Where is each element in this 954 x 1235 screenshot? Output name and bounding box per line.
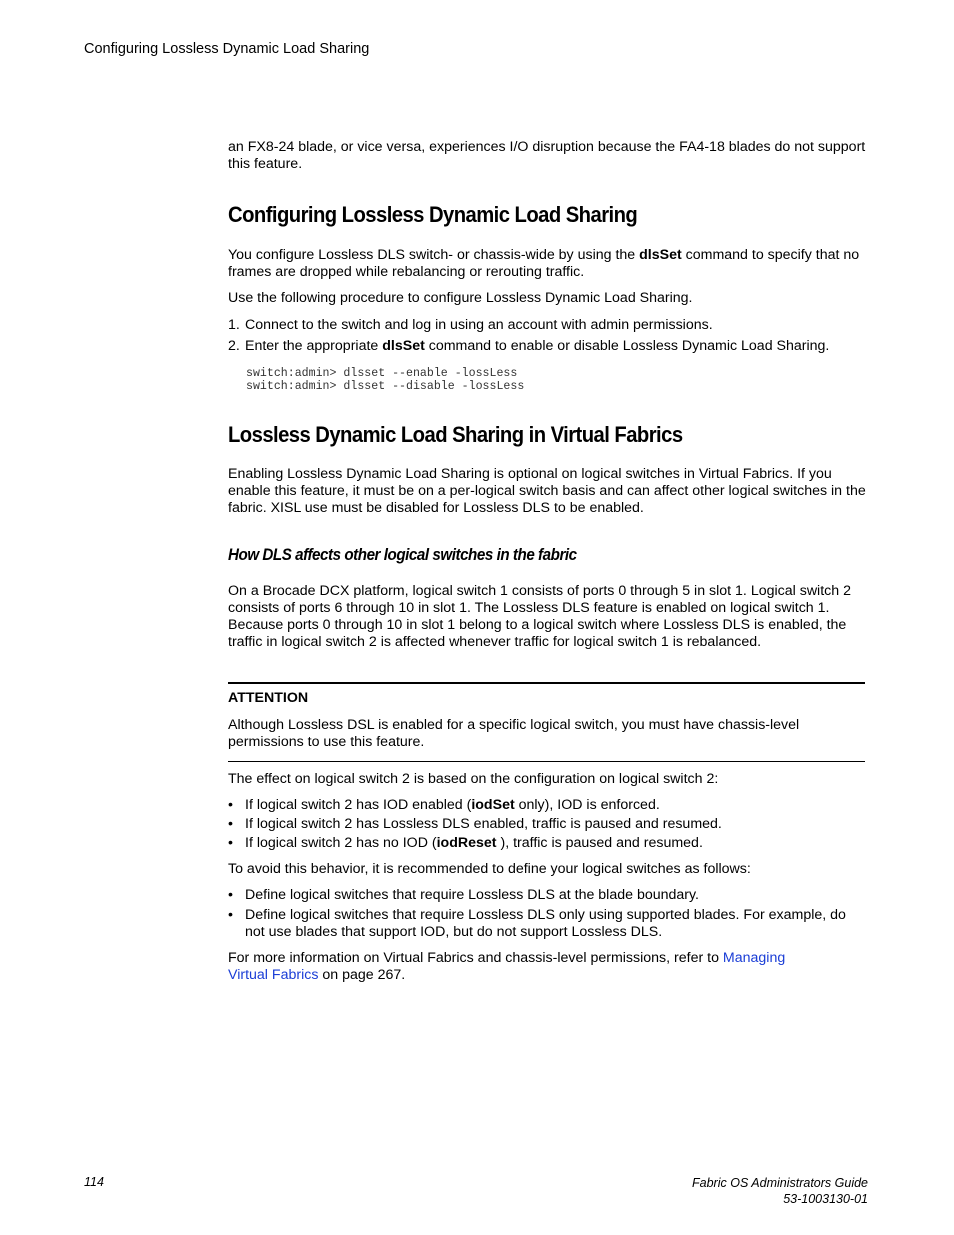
section-heading-configuring: Configuring Lossless Dynamic Load Sharing xyxy=(228,202,638,227)
footer-doc-info xyxy=(692,1175,868,1207)
step-2: 2. Enter the appropriate dlsSet command to enable or disable Lossless Dynamic Load Sharing. xyxy=(228,338,830,354)
doc-number: 53-1003130-01 xyxy=(783,1192,868,1206)
effect-bullet-list xyxy=(228,797,868,852)
dlsset-command: dlsSet xyxy=(639,247,682,263)
intro-paragraph: an FX8-24 blade, or vice versa, experiences I/O disruption because the FA4-18 blades do not support this feature. xyxy=(228,139,866,172)
list-item: • If logical switch 2 has IOD enabled (iodSet only), IOD is enforced. xyxy=(228,797,660,813)
list-item: • If logical switch 2 has no IOD (iodReset ), traffic is paused and resumed. xyxy=(228,835,703,851)
code-block xyxy=(246,367,524,393)
avoid-paragraph: To avoid this behavior, it is recommended to define your logical switches as follows: xyxy=(228,861,751,877)
attention-text: Although Lossless DSL is enabled for a specific logical switch, you must have chassis-level permissions to use this feature. xyxy=(228,717,800,750)
section2-paragraph-1: Enabling Lossless Dynamic Load Sharing is optional on logical switches in Virtual Fabrics. If you enable this feature, it must be on a per-logical switch basis and can affect other logical switches in the fabric. XISL use must be disabled for Lossless DLS to be enabled. xyxy=(228,466,866,516)
attention-bottom-rule xyxy=(228,761,865,762)
step-1: 1. Connect to the switch and log in using an account with admin permissions. xyxy=(228,317,713,333)
effect-paragraph: The effect on logical switch 2 is based on the configuration on logical switch 2: xyxy=(228,771,719,787)
avoid-bullet-list xyxy=(228,887,868,941)
code-line-disable: switch:admin> dlsset --disable -lossLess xyxy=(246,380,525,393)
subsection-paragraph: On a Brocade DCX platform, logical switch 1 consists of ports 0 through 5 in slot 1. Logical switch 2 consists of ports 6 through 10 in slot 1. The Lossless DLS feature is enabled on logical switch 1. Because ports 0 through 10 in slot 1 belong to a logical switch where Lossless DLS is enabled, the traffic in logical switch 2 is affected whenever traffic for logical switch 1 is rebalanced. xyxy=(228,583,851,650)
procedure-steps xyxy=(228,317,868,355)
more-info-paragraph: For more information on Virtual Fabrics and chassis-level permissions, refer to Managing Virtual Fabrics on page 267. xyxy=(228,950,786,983)
guide-title: Fabric OS Administrators Guide xyxy=(692,1176,868,1190)
section1-paragraph-2: Use the following procedure to configure Lossless Dynamic Load Sharing. xyxy=(228,290,693,306)
list-item: • If logical switch 2 has Lossless DLS enabled, traffic is paused and resumed. xyxy=(228,816,722,832)
managing-virtual-fabrics-link[interactable]: Managing Virtual Fabrics xyxy=(228,950,786,983)
attention-label: ATTENTION xyxy=(228,690,309,706)
list-item: • Define logical switches that require Lossless DLS at the blade boundary. xyxy=(228,887,699,903)
section-heading-virtual-fabrics: Lossless Dynamic Load Sharing in Virtual Fabrics xyxy=(228,422,683,447)
running-header: Configuring Lossless Dynamic Load Sharing xyxy=(84,41,370,57)
section1-paragraph-1: You configure Lossless DLS switch- or chassis-wide by using the dlsSet command to specify that no frames are dropped while rebalancing or rerouting traffic. xyxy=(228,247,860,280)
subsection-heading: How DLS affects other logical switches in the fabric xyxy=(228,546,577,564)
code-line-enable: switch:admin> dlsset --enable -lossLess xyxy=(246,367,518,380)
list-item: • Define logical switches that require Lossless DLS only using supported blades. For example, do not use blades that support IOD, but do not support Lossless DLS. xyxy=(228,907,846,940)
page-number: 114 xyxy=(84,1175,104,1189)
attention-top-rule xyxy=(228,682,865,684)
